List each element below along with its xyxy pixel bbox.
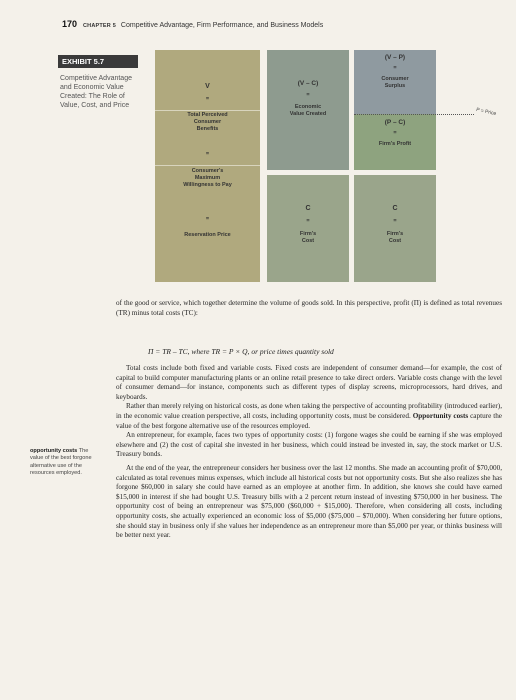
value-column	[155, 50, 260, 282]
willingness-label: Consumer's Maximum Willingness to Pay	[183, 168, 232, 188]
economic-value-column	[267, 50, 349, 170]
opportunity-costs-paragraph	[116, 402, 502, 431]
chapter-title: Competitive Advantage, Firm Performance, and Business Models	[120, 22, 324, 29]
definition-text: The value of the best forgone alternative use of the resources employed.	[30, 448, 92, 477]
value-equals-2: =	[205, 151, 210, 157]
economic-value-label: Economic Value Created	[289, 104, 327, 117]
vp-symbol: (V – P)	[384, 54, 406, 61]
firm-cost-label-2: Firm's Cost	[386, 231, 404, 244]
value-equals-3: =	[205, 216, 210, 222]
price-line	[354, 114, 474, 115]
firm-profit-column	[354, 114, 436, 170]
body-text	[116, 364, 502, 541]
intro-paragraph: of the good or service, which together determine the volume of goods sold. In this perspective, profit (Π) is defined as total revenues (TR) minus total costs (TC):	[116, 299, 502, 317]
entrepreneur-paragraph: An entrepreneur, for example, faces two types of opportunity costs: (1) forgone wages she could be earning if she was employed elsewhere and (2) the cost of capital she invested in her business, which could instead be invested in, say, the stock market or U.S. Treasury bonds.	[116, 431, 502, 459]
cost-equals-2: =	[393, 218, 397, 224]
margin-definition	[30, 448, 98, 478]
divider	[155, 110, 260, 111]
firm-cost-column-2	[354, 175, 436, 282]
cost-symbol-2: C	[392, 205, 398, 212]
vp-equals: =	[393, 65, 397, 71]
pc-equals: =	[393, 130, 397, 136]
firm-cost-column	[267, 175, 349, 282]
divider	[155, 165, 260, 166]
exhibit-label: EXHIBIT 5.7	[58, 55, 138, 68]
pc-symbol: (P – C)	[384, 119, 406, 126]
firm-profit-label: Firm's Profit	[378, 141, 412, 147]
vc-symbol: (V – C)	[297, 80, 319, 87]
page-header	[62, 19, 323, 29]
firm-cost-label: Firm's Cost	[299, 231, 317, 244]
fixed-variable-costs-paragraph: Total costs include both fixed and variable costs. Fixed costs are independent of consumer demand—for example, the cost of capital to build computer manufacturing plants or an online retail presence to take direct orders. Variable costs change with the level of consumer demand—for instance, components such as different types of display screens, microprocessors, hard drives, and keyboards.	[116, 364, 502, 401]
value-label: Total Perceived Consumer Benefits	[187, 112, 228, 132]
vc-equals: =	[306, 92, 310, 98]
chapter-label: CHAPTER 5	[82, 23, 116, 29]
consumer-surplus-label: Consumer Surplus	[381, 76, 409, 89]
value-equals: =	[205, 96, 210, 102]
consumer-surplus-column	[354, 50, 436, 114]
exhibit-caption: Competitive Advantage and Economic Value Created: The Role of Value, Cost, and Price	[60, 75, 132, 109]
economic-loss-paragraph: At the end of the year, the entrepreneur considers her business over the last 12 months. She made an accounting profit of $70,000, calculated as total revenues minus expenses, which include all historical costs but not opportunity costs. But she also realizes she has forgone $60,000 in salary she could have earned as an employee at another firm. In addition, she knows she could have earned $15,000 in interest if she had bought U.S. Treasury bills with a 2 percent return instead of investing $750,000 in her business. The opportunity cost of being an entrepreneur was $75,000 ($60,000 + $15,000). Therefore, when considering all costs, including opportunity costs, she actually experienced an economic loss of $5,000 ($75,000 – $70,000). When considering her future options, she should stay in business only if she values her independence as an entrepreneur more than $5,000 per year, or thinks business will be better next year.	[116, 463, 502, 540]
cost-equals: =	[306, 218, 310, 224]
definition-term: opportunity costs	[30, 448, 78, 454]
opportunity-costs-text-a: Rather than merely relying on historical costs, as done when taking the perspective of accounting profitability (introduced earlier), in the economic value creation perspective, all costs, including opportunity costs, must be considered.	[116, 402, 502, 420]
page-number: 170	[62, 19, 78, 29]
reservation-price-label: Reservation Price	[184, 232, 231, 238]
cost-symbol: C	[305, 205, 311, 212]
value-symbol: V	[205, 83, 210, 90]
profit-formula: Π = TR – TC, where TR = P × Q, or price times quantity sold	[148, 347, 334, 356]
price-label: P = Price	[475, 106, 497, 118]
opportunity-costs-term: Opportunity costs	[412, 411, 469, 420]
opportunity-costs-text-b: capture the value of the best forgone alternative use of the resources employed.	[116, 411, 502, 430]
